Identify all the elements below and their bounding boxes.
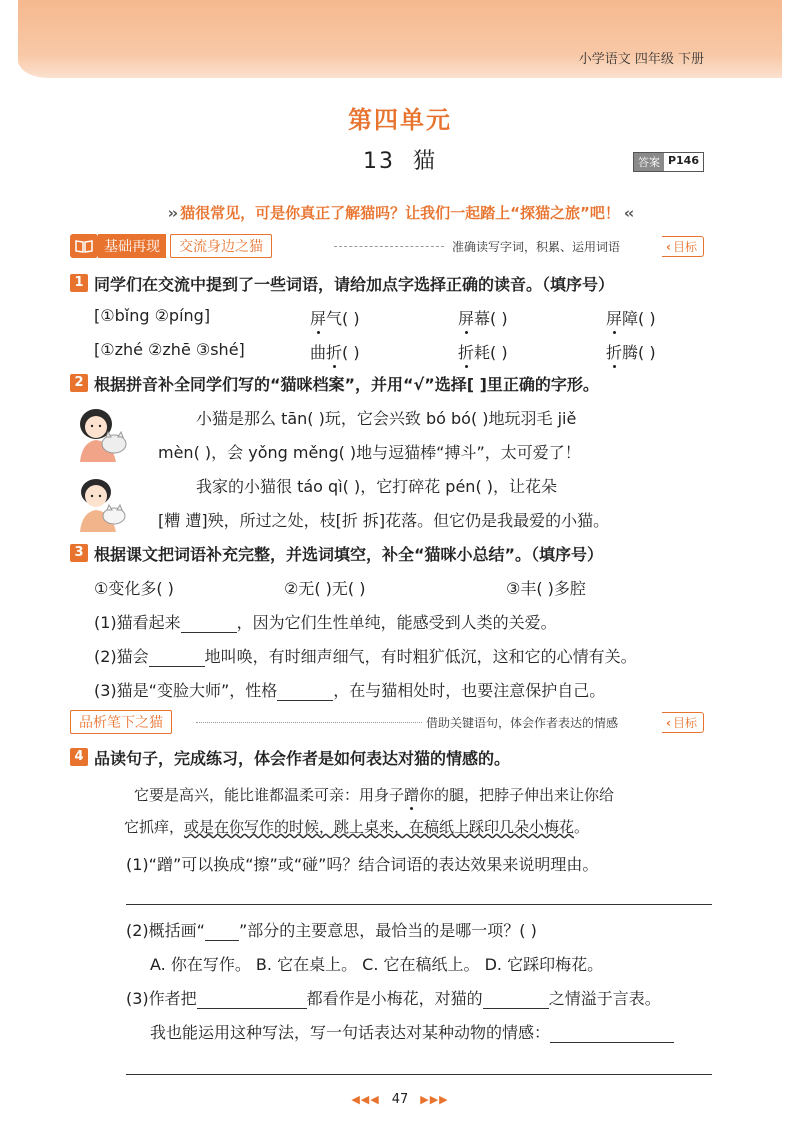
double-chevron-left-icon: ‹‹ — [623, 204, 633, 222]
q3-sentence-2: (2)猫会 地叫唤，有时细声细气，有时粗犷低沉，这和它的心情有关。 — [94, 647, 637, 666]
section-analysis-header — [70, 710, 172, 734]
q3-blank-1[interactable] — [181, 615, 237, 633]
q1-options-2: [①zhé ②zhē ③shé] — [94, 340, 245, 359]
passage-line-2: 它抓痒，或是在你写作的时候，跳上桌来，在稿纸上踩印几朵小梅花。 — [124, 818, 590, 836]
question-number-4: 4 — [70, 748, 88, 766]
section-basic-title: 基础再现 — [98, 234, 166, 258]
q3-sentence-3: (3)猫是“变脸大师”，性格 ，在与猫相处时，也要注意保护自己。 — [94, 681, 606, 700]
section-divider — [334, 246, 444, 247]
lesson-number: 13 — [362, 149, 395, 174]
girl-with-cat-illustration — [72, 404, 134, 462]
question-2-text: 根据拼音补全同学们写的“猫咪档案”，并用“√”选择[ ]里正确的字形。 — [94, 375, 599, 394]
q4-sub-1: (1)“蹭”可以换成“擦”或“碰”吗？结合词语的表达效果来说明理由。 — [126, 855, 599, 874]
answer-label: 答案 — [634, 153, 664, 171]
q2-paragraph-1-line-1: 小猫是那么 tān( )玩，它会兴致 bó bó( )地玩羽毛 jiě — [196, 409, 577, 428]
book-label: 小学语文 四年级 下册 — [578, 52, 704, 67]
q3-word-2: ②无( )无( ) — [284, 579, 366, 598]
passage-line-1: 它要是高兴，能比谁都温柔可亲：用身子蹭你的腿，把脖子伸出来让你给 — [134, 786, 615, 804]
section-basic-header — [70, 234, 272, 258]
goal-tag: ‹ 目标 — [662, 236, 704, 257]
question-number-3: 3 — [70, 544, 88, 562]
boy-with-cat-illustration — [72, 474, 134, 532]
q3-blank-3[interactable] — [277, 683, 333, 701]
answer-tag[interactable] — [633, 152, 704, 172]
passage-wavy-underline: 或是在你写作的时候，跳上桌来，在稿纸上踩印几朵小梅花 — [184, 818, 575, 836]
question-number-2: 2 — [70, 374, 88, 392]
q4-blank-1[interactable] — [197, 991, 307, 1009]
section-divider-2 — [196, 722, 422, 723]
q3-sentence-1: (1)猫看起来 ，因为它们生性单纯，能感受到人类的关爱。 — [94, 613, 557, 632]
q3-word-1: ①变化多( ) — [94, 579, 174, 598]
q4-sub-4: 我也能运用这种写法，写一句话表达对某种动物的情感： — [150, 1020, 674, 1043]
q1-word-2[interactable]: 屏幕( ) — [458, 309, 508, 328]
q4-choices: A. 你在写作。 B. 它在桌上。 C. 它在稿纸上。 D. 它踩印梅花。 — [150, 955, 604, 974]
section-basic-goal: 准确读写字词，积累、运用词语 — [452, 240, 621, 254]
q4-sub-2: (2)概括画“ ”部分的主要意思，最恰当的是哪一项？( ) — [126, 921, 537, 940]
q2-paragraph-2-line-1: 我家的小猫很 táo qì( )，它打碎花 pén( )，让花朵 — [196, 477, 558, 496]
question-3-text: 根据课文把词语补充完整，并选词填空，补全“猫咪小总结”。（填序号） — [94, 545, 604, 564]
question-number-1: 1 — [70, 274, 88, 292]
intro-text: 猫很常见，可是你真正了解猫吗？让我们一起踏上“探猫之旅”吧！ — [180, 204, 620, 222]
section-analysis-goal: 借助关键语句，体会作者表达的情感 — [426, 716, 619, 730]
triangles-right-icon: ▶▶▶ — [420, 1093, 449, 1106]
triangles-left-icon: ◀◀◀ — [351, 1093, 380, 1106]
q1-word-5[interactable]: 折耗( ) — [458, 343, 508, 362]
lesson-name: 猫 — [412, 149, 437, 174]
double-chevron-right-icon: ›› — [167, 204, 177, 222]
q3-word-3: ③丰( )多腔 — [506, 579, 586, 598]
q2-paragraph-1-line-2: mèn( )，会 yǒng měng( )地与逗猫棒“搏斗”，太可爱了！ — [158, 443, 581, 462]
q2-paragraph-2-line-2: [糟 遭]殃，所过之处，枝[折 拆]花落。但它仍是我最爱的小猫。 — [158, 511, 610, 530]
q4-sub-3: (3)作者把 都看作是小梅花，对猫的 之情溢于言表。 — [126, 989, 661, 1008]
unit-title: 第四单元 — [348, 106, 452, 134]
q4-blank-2[interactable] — [483, 991, 549, 1009]
question-1-text: 同学们在交流中提到了一些词语，请给加点字选择正确的读音。（填序号） — [94, 275, 615, 294]
q1-options-1: [①bǐng ②píng] — [94, 306, 211, 325]
q1-word-6[interactable]: 折腾( ) — [606, 343, 656, 362]
q3-blank-2[interactable] — [149, 649, 205, 667]
question-4-text: 品读句子，完成练习，体会作者是如何表达对猫的情感的。 — [94, 749, 511, 768]
wavy-sample-blank — [205, 925, 239, 941]
answer-page: P146 — [664, 153, 703, 171]
q1-word-4[interactable]: 曲折( ) — [310, 343, 360, 362]
intro-banner — [0, 202, 800, 223]
section-basic-subtitle: 交流身边之猫 — [170, 234, 272, 258]
q4-answer-line-1[interactable] — [126, 904, 712, 905]
page-footer — [0, 1092, 800, 1107]
q4-blank-3[interactable] — [550, 1025, 674, 1043]
q4-answer-line-2[interactable] — [126, 1074, 712, 1075]
q1-word-3[interactable]: 屏障( ) — [606, 309, 656, 328]
q1-word-1[interactable]: 屏气( ) — [310, 309, 360, 328]
book-icon — [70, 234, 98, 258]
page-number: 47 — [391, 1092, 409, 1107]
section-analysis-subtitle: 品析笔下之猫 — [70, 710, 172, 734]
goal-tag-2: ‹ 目标 — [662, 712, 704, 733]
